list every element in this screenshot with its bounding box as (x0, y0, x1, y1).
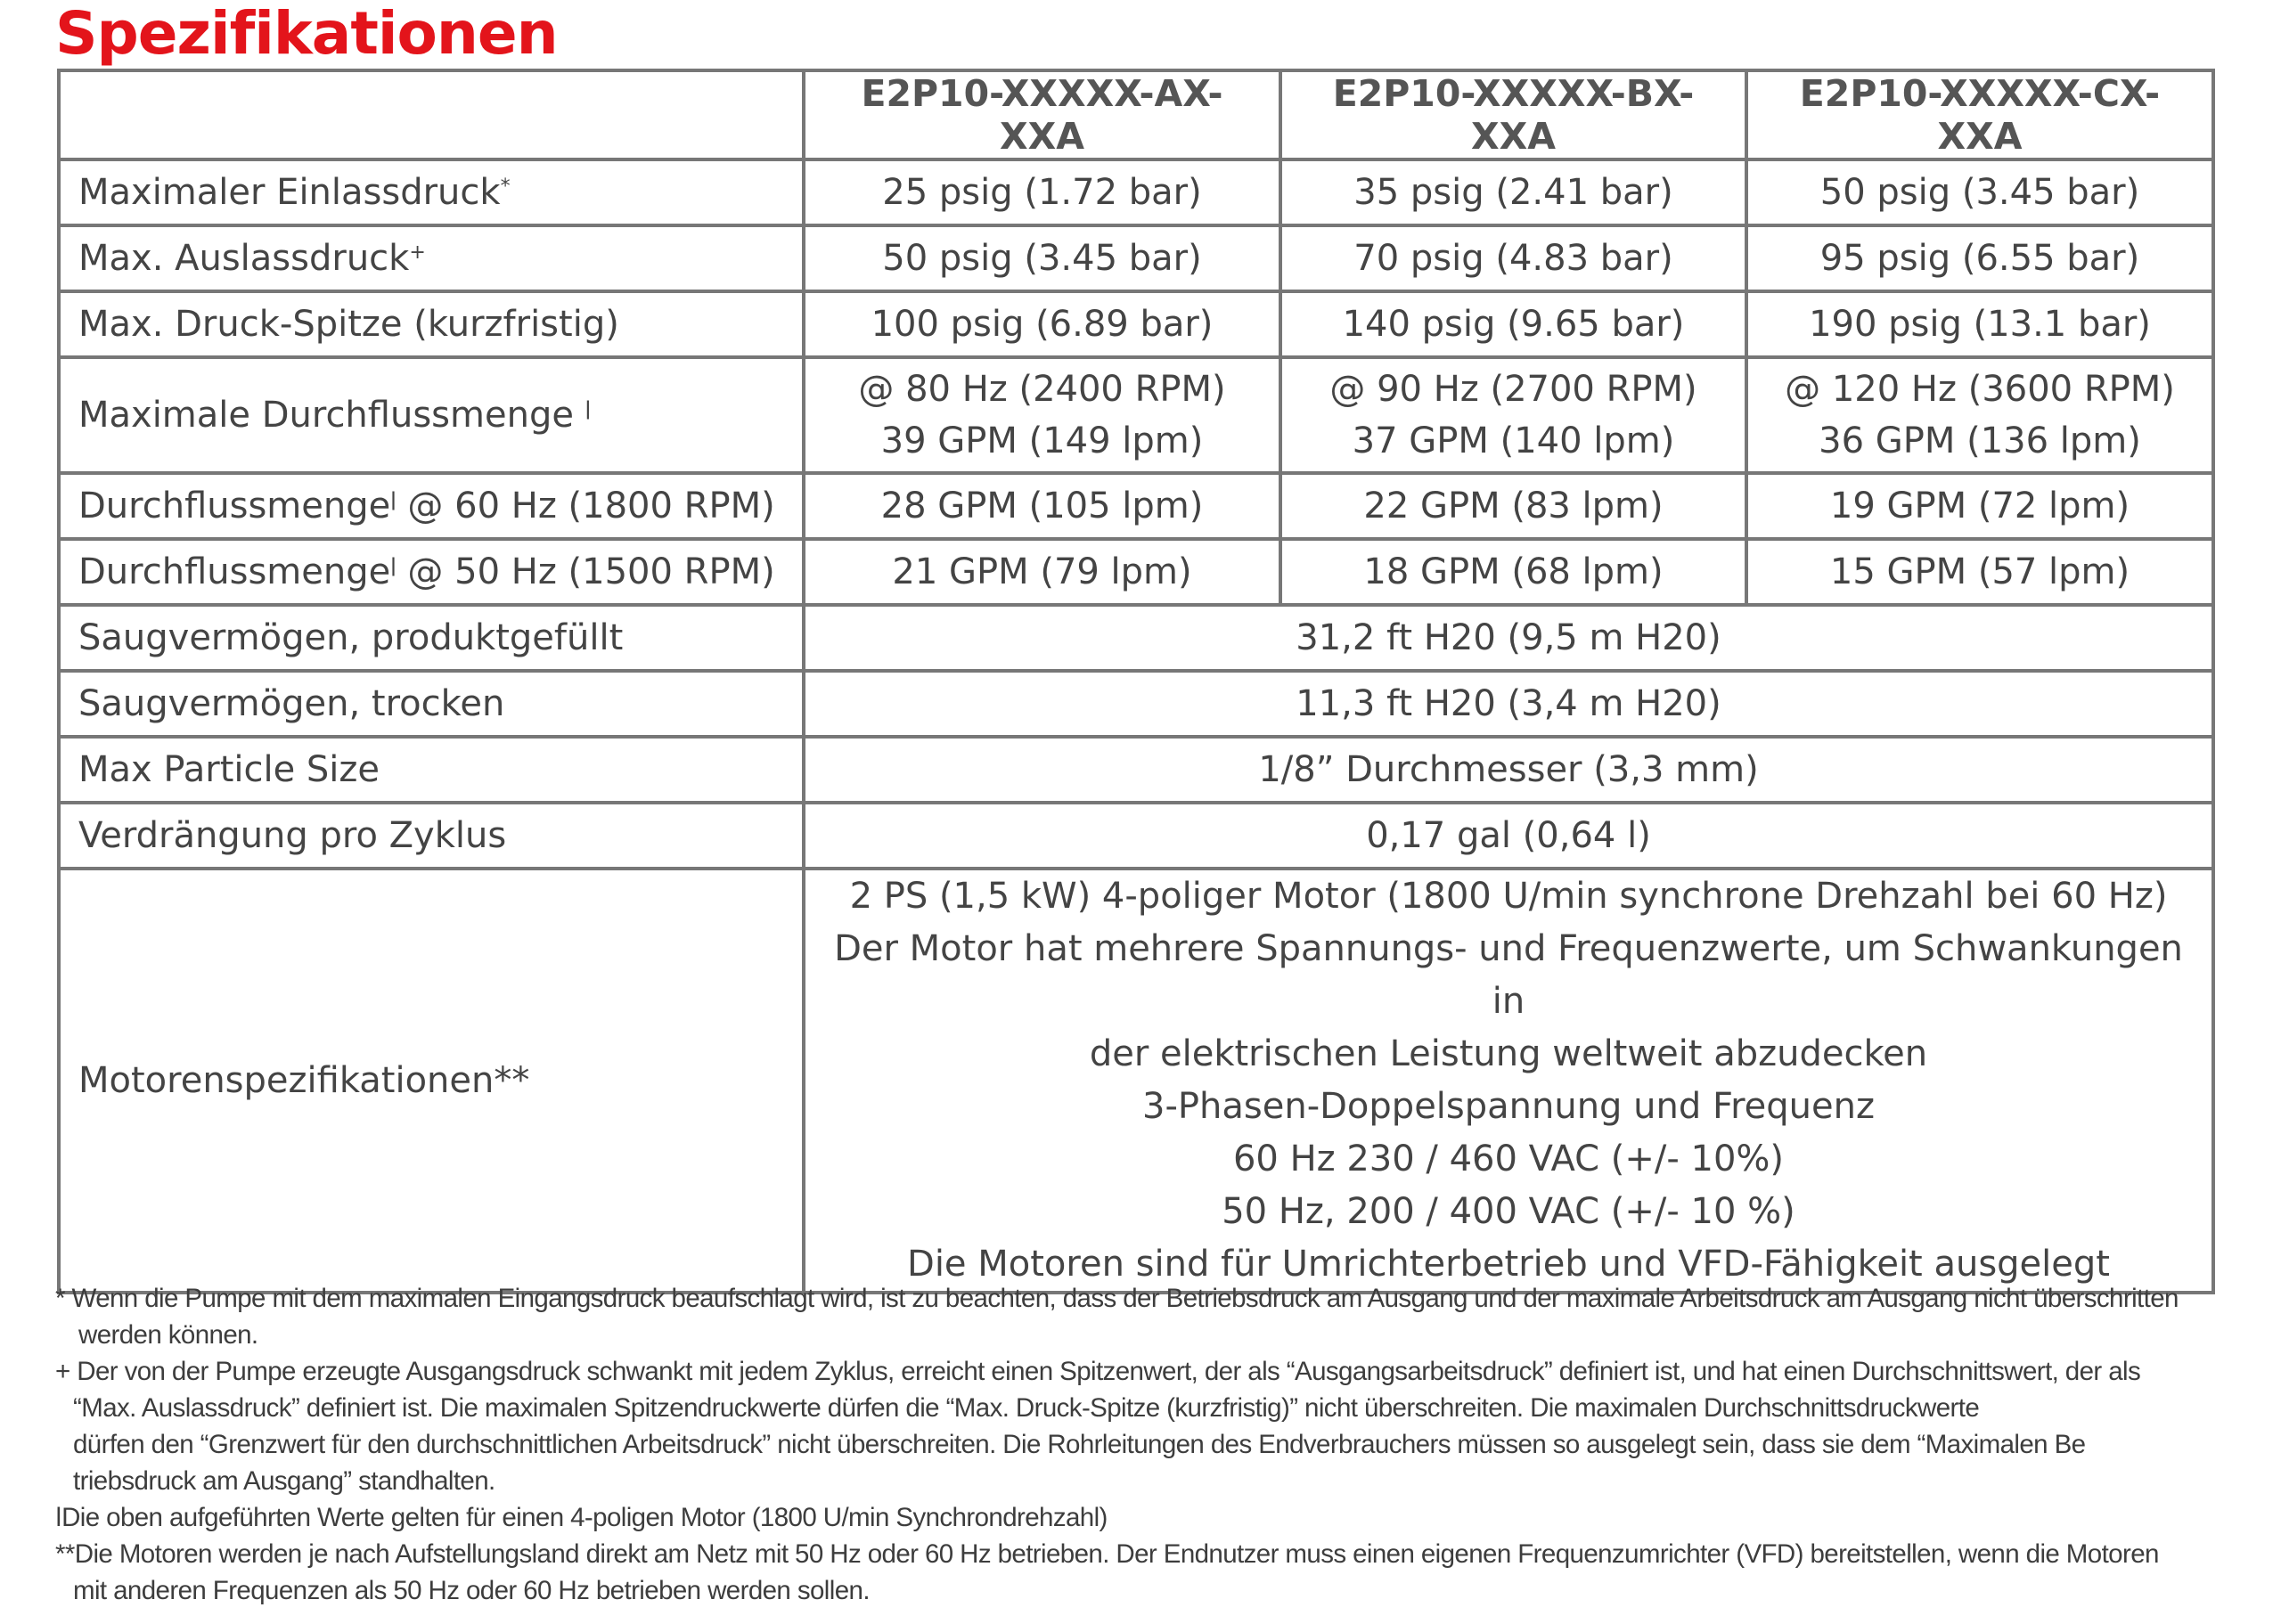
row-label: Saugvermögen, trocken (59, 671, 804, 737)
footnote-text: werden können. (78, 1320, 258, 1350)
header-model-bx: E2P10-XXXXX-BX-XXA (1280, 70, 1746, 159)
motor-spec-cell (804, 869, 2213, 1293)
row-label (59, 473, 804, 539)
row-label: Max. Druck-Spitze (kurzfristig) (59, 291, 804, 357)
table-cell: 18 GPM (68 lpm) (1280, 539, 1746, 605)
footnote-mark: ǀ (585, 398, 592, 420)
table-row (59, 605, 2213, 671)
row-label: Motorenspezifikationen** (59, 869, 804, 1293)
row-label-text: @ 50 Hz (1500 RPM) (396, 551, 775, 592)
row-label: Verdrängung pro Zyklus (59, 803, 804, 869)
table-cell: 21 GPM (79 lpm) (804, 539, 1280, 605)
header-model-cx: E2P10-XXXXX-CX-XXA (1746, 70, 2213, 159)
footnote-text: dürfen den “Grenzwert für den durchschnittlichen Arbeitsdruck” nicht überschreiten. Die Rohrleitungen des Endverbrauchers müssen so ausgelegt sein, dass sie dem “Maximalen Be (73, 1430, 2086, 1459)
table-row (59, 357, 2213, 473)
table-row (59, 291, 2213, 357)
row-label-text: Max. Auslassdruck (78, 238, 410, 279)
footnote-mark: ǀ (390, 555, 397, 577)
footnote-item (55, 1536, 2265, 1609)
motor-spec-line: 2 PS (1,5 kW) 4-poliger Motor (1800 U/min synchrone Drehzahl bei 60 Hz) (849, 876, 2168, 917)
table-cell: 70 psig (4.83 bar) (1280, 225, 1746, 291)
footnote-text: mit anderen Frequenzen als 50 Hz oder 60 Hz betrieben werden sollen. (73, 1576, 870, 1605)
table-row (59, 671, 2213, 737)
motor-spec-line: 3-Phasen-Doppelspannung und Frequenz (1142, 1086, 1875, 1127)
row-label (59, 159, 804, 225)
footnote-mark: + (409, 241, 426, 264)
footnote-item (55, 1499, 2265, 1536)
table-row (59, 539, 2213, 605)
table-row (59, 869, 2213, 1293)
table-cell: 140 psig (9.65 bar) (1280, 291, 1746, 357)
cell-line: @ 80 Hz (2400 RPM) (858, 369, 1226, 410)
table-cell: 190 psig (13.1 bar) (1746, 291, 2213, 357)
table-cell: 22 GPM (83 lpm) (1280, 473, 1746, 539)
table-cell: 50 psig (3.45 bar) (804, 225, 1280, 291)
footnote-text: “Max. Auslassdruck” definiert ist. Die maximalen Spitzendruckwerte dürfen die “Max. Druck-Spitze (kurzfristig)” nicht überschreiten. Die maximalen Durchschnittsdruckwerte (73, 1393, 1980, 1423)
footnote-text: Der von der Pumpe erzeugte Ausgangsdruck schwankt mit jedem Zyklus, erreicht einen Spitzenwert, der als “Ausgangsarbeitsdruck” definiert ist, und hat einen Durchschnittswert, der als (69, 1357, 2141, 1386)
table-cell (1280, 357, 1746, 473)
row-label (59, 357, 804, 473)
row-label-text: Maximale Durchflussmenge (78, 395, 574, 436)
page-title: Spezifikationen (55, 0, 558, 68)
row-label: Saugvermögen, produktgefüllt (59, 605, 804, 671)
cell-line: 37 GPM (140 lpm) (1352, 420, 1675, 461)
footnotes (55, 1280, 2265, 1609)
table-cell (804, 357, 1280, 473)
footnote-text: triebsdruck am Ausgang” standhalten. (73, 1466, 495, 1496)
row-label (59, 225, 804, 291)
table-cell-merged: 11,3 ft H20 (3,4 m H20) (804, 671, 2213, 737)
footnote-mark: * (500, 175, 511, 198)
table-cell: 19 GPM (72 lpm) (1746, 473, 2213, 539)
table-cell-merged: 0,17 gal (0,64 l) (804, 803, 2213, 869)
footnote-symbol: ǀ (55, 1503, 62, 1532)
table-cell: 100 psig (6.89 bar) (804, 291, 1280, 357)
cell-line: @ 90 Hz (2700 RPM) (1329, 369, 1697, 410)
footnote-item (55, 1280, 2265, 1353)
table-row (59, 803, 2213, 869)
header-row (59, 70, 2213, 159)
table-cell-merged: 1/8” Durchmesser (3,3 mm) (804, 737, 2213, 803)
row-label-text: @ 60 Hz (1800 RPM) (396, 486, 775, 526)
table-cell-merged: 31,2 ft H20 (9,5 m H20) (804, 605, 2213, 671)
table-cell: 15 GPM (57 lpm) (1746, 539, 2213, 605)
row-label-text: Durchflussmenge (78, 551, 391, 592)
table-row (59, 159, 2213, 225)
footnote-symbol: * (55, 1284, 65, 1313)
table-cell (1746, 357, 2213, 473)
table-row (59, 737, 2213, 803)
footnote-mark: ǀ (390, 489, 397, 511)
table-row (59, 225, 2213, 291)
row-label: Max Particle Size (59, 737, 804, 803)
motor-spec-line: 50 Hz, 200 / 400 VAC (+/- 10 %) (1222, 1191, 1795, 1232)
table-row (59, 473, 2213, 539)
motor-spec-line: 60 Hz 230 / 460 VAC (+/- 10%) (1232, 1138, 1785, 1179)
table-cell: 35 psig (2.41 bar) (1280, 159, 1746, 225)
row-label (59, 539, 804, 605)
motor-spec-line: der elektrischen Leistung weltweit abzudecken (1089, 1033, 1928, 1074)
footnote-symbol: + (55, 1357, 70, 1386)
footnote-text: Wenn die Pumpe mit dem maximalen Eingangsdruck beaufschlagt wird, ist zu beachten, dass der Betriebsdruck am Ausgang und der maximale Arbeitsdruck am Ausgang nicht überschritten (64, 1284, 2179, 1313)
header-blank-cell (59, 70, 804, 159)
table-cell: 28 GPM (105 lpm) (804, 473, 1280, 539)
motor-spec-line: Der Motor hat mehrere Spannungs- und Frequenzwerte, um Schwankungen in (834, 928, 2183, 1022)
motor-spec-line: Die Motoren sind für Umrichterbetrieb und VFD-Fähigkeit ausgelegt (907, 1244, 2110, 1285)
footnote-symbol: ** (55, 1539, 75, 1569)
header-model-ax: E2P10-XXXXX-AX-XXA (804, 70, 1280, 159)
footnote-item (55, 1353, 2265, 1499)
table-cell: 25 psig (1.72 bar) (804, 159, 1280, 225)
footnote-text: Die Motoren werden je nach Aufstellungsland direkt am Netz mit 50 Hz oder 60 Hz betrieben. Der Endnutzer muss einen eigenen Frequenzumrichter (VFD) bereitstellen, wenn die Motoren (74, 1539, 2159, 1569)
table-cell: 50 psig (3.45 bar) (1746, 159, 2213, 225)
cell-line: 36 GPM (136 lpm) (1819, 420, 2141, 461)
table-cell: 95 psig (6.55 bar) (1746, 225, 2213, 291)
cell-line: @ 120 Hz (3600 RPM) (1785, 369, 2175, 410)
row-label-text: Durchflussmenge (78, 486, 391, 526)
footnote-text: Die oben aufgeführten Werte gelten für einen 4-poligen Motor (1800 U/min Synchrondrehzahl) (61, 1503, 1108, 1532)
spec-table (57, 69, 2215, 1294)
row-label-text: Maximaler Einlassdruck (78, 172, 501, 213)
cell-line: 39 GPM (149 lpm) (880, 420, 1204, 461)
